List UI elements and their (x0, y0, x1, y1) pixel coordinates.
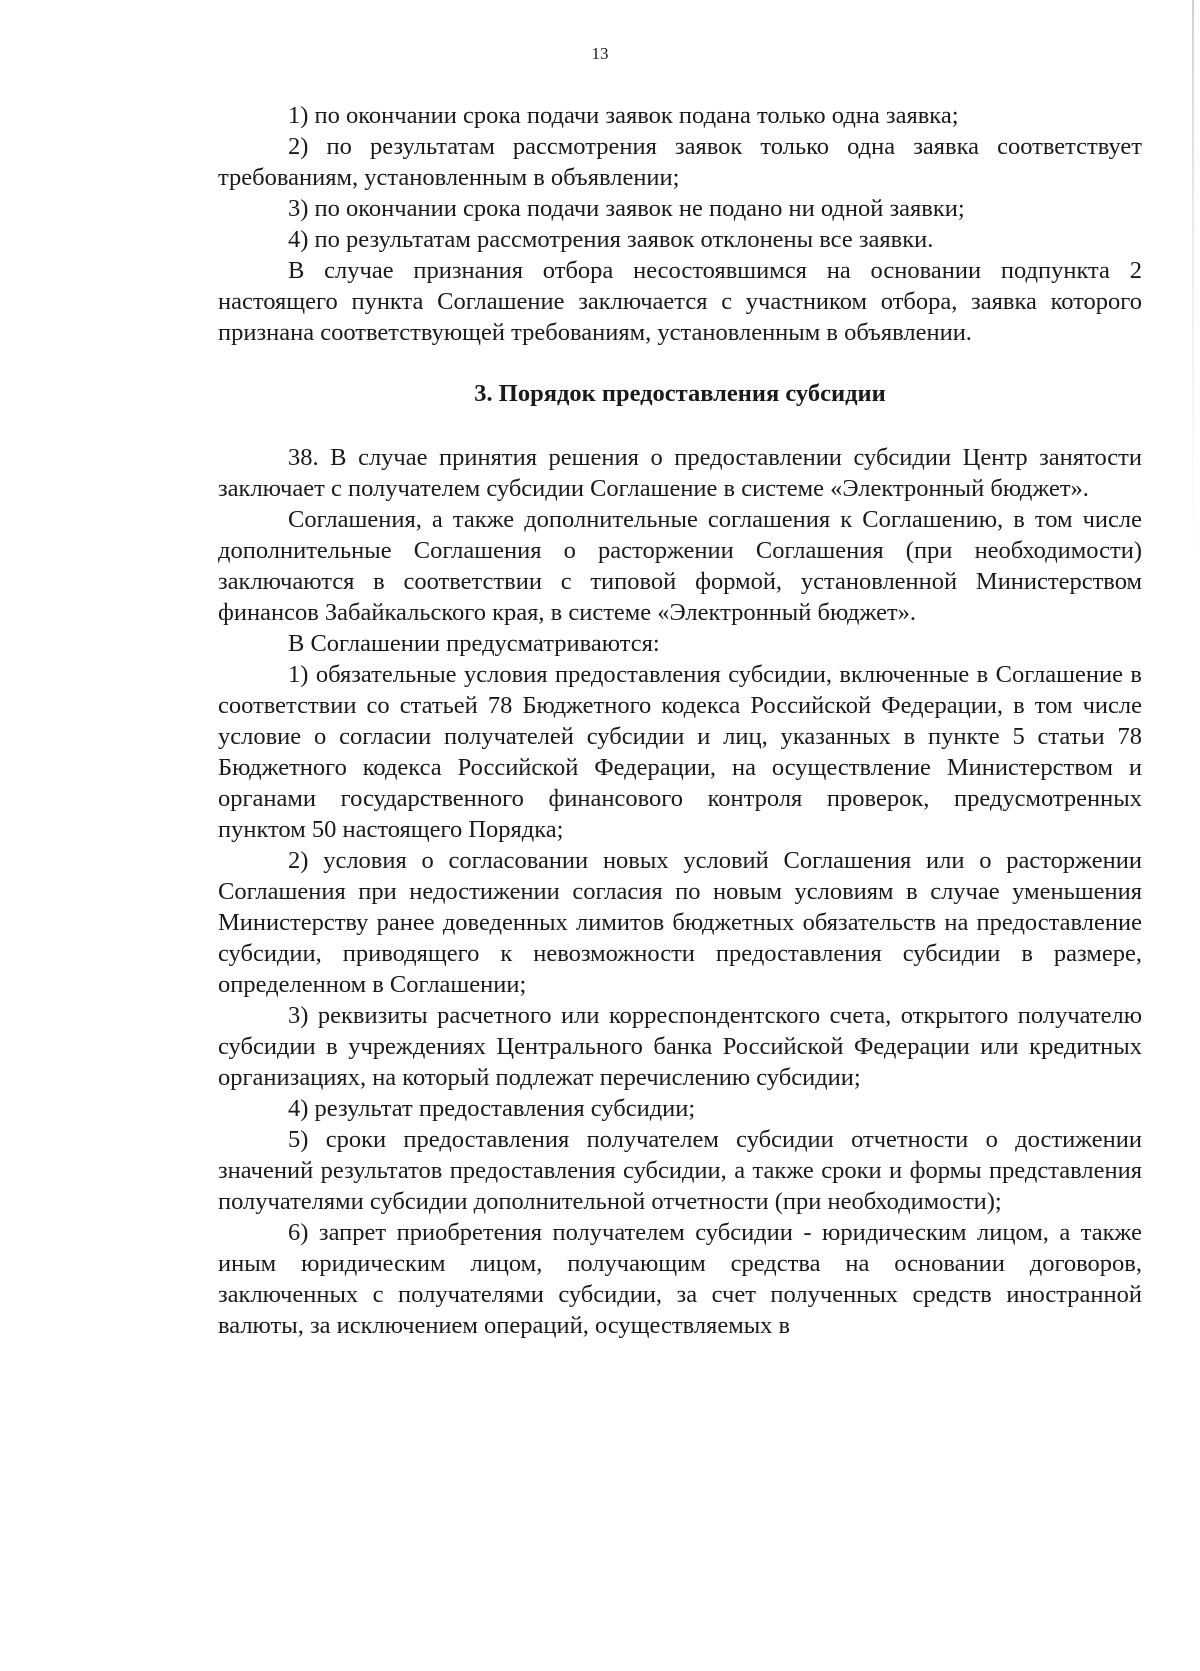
paragraph-agreements: Соглашения, а также дополнительные соглашения к Соглашению, в том числе дополнительные Соглашения о расторжении Соглашения (при необходимости) заключаются в соответствии с типовой формой, установленной Министерством финансов Забайкальского края, в системе «Электронный бюджет». (218, 506, 1142, 626)
provision-item-4: 4) результат предоставления субсидии; (288, 1095, 696, 1122)
provision-item-6: 6) запрет приобретения получателем субсидии - юридическим лицом, а также иным юридическим лицом, получающим средства на основании договоров, заключенных с получателями субсидии, за счет полученных средств иностранной валюты, за исключением операций, осуществляемых в (218, 1219, 1142, 1339)
paragraph-38: 38. В случае принятия решения о предоставлении субсидии Центр занятости заключает с получателем субсидии Соглашение в системе «Электронный бюджет». (218, 444, 1142, 502)
provision-item-2: 2) условия о согласовании новых условий Соглашения или о расторжении Соглашения при недостижении согласия по новым условиям в случае уменьшения Министерству ранее доведенных лимитов бюджетных обязательств на предоставление субсидии, приводящего к невозможности предоставления субсидии в размере, определенном в Соглашении; (218, 847, 1142, 998)
section-heading: 3. Порядок предоставления субсидии (474, 380, 886, 407)
list-item-4: 4) по результатам рассмотрения заявок отклонены все заявки. (288, 226, 934, 253)
provision-item-3: 3) реквизиты расчетного или корреспондентского счета, открытого получателю субсидии в учреждениях Центрального банка Российской Федерации или кредитных организациях, на который подлежат перечислению субсидии; (218, 1002, 1142, 1091)
paragraph-failed-selection: В случае признания отбора несостоявшимся на основании подпункта 2 настоящего пункта Соглашение заключается с участником отбора, заявка которого признана соответствующей требованиям, установленным в объявлении. (218, 257, 1142, 346)
list-item-3: 3) по окончании срока подачи заявок не подано ни одной заявки; (288, 195, 965, 222)
document-body (218, 100, 1142, 1341)
list-item-1: 1) по окончании срока подачи заявок подана только одна заявка; (288, 102, 959, 129)
paragraph-agreement-provisions: В Соглашении предусматриваются: (288, 630, 660, 657)
provision-item-5: 5) сроки предоставления получателем субсидии отчетности о достижении значений результатов предоставления субсидии, а также сроки и формы представления получателями субсидии дополнительной отчетности (при необходимости); (218, 1126, 1142, 1215)
scan-edge-shadow (1192, 0, 1194, 560)
page-number: 13 (591, 44, 609, 63)
list-item-2: 2) по результатам рассмотрения заявок только одна заявка соответствует требованиям, установленным в объявлении; (218, 133, 1142, 191)
provision-item-1: 1) обязательные условия предоставления субсидии, включенные в Соглашение в соответствии со статьей 78 Бюджетного кодекса Российской Федерации, в том числе условие о согласии получателей субсидии и лиц, указанных в пункте 5 статьи 78 Бюджетного кодекса Российской Федерации, на осуществление Министерством и органами государственного финансового контроля проверок, предусмотренных пунктом 50 настоящего Порядка; (218, 661, 1142, 843)
